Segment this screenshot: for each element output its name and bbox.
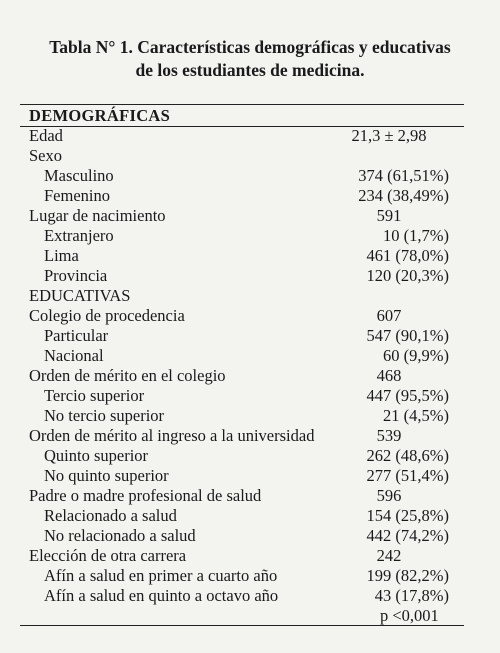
table-row — [29, 486, 469, 506]
table-row — [29, 306, 469, 326]
row-value: 154 (25,8%) — [366, 506, 449, 525]
row-label: Extranjero — [44, 226, 114, 245]
row-value: 120 (20,3%) — [366, 266, 449, 285]
row-value: 374 (61,51%) — [358, 166, 449, 185]
row-value: 607 — [376, 306, 402, 325]
table-row — [29, 166, 469, 186]
row-label: Orden de mérito en el colegio — [29, 366, 226, 385]
row-value: 60 (9,9%) — [383, 346, 449, 365]
table-row — [29, 366, 469, 386]
row-value: 43 (17,8%) — [374, 586, 449, 605]
row-value: 596 — [376, 486, 402, 505]
table-row — [29, 586, 469, 606]
row-label: Quinto superior — [44, 446, 149, 465]
caption-line-1: Tabla N° 1. Características demográficas y educativas — [49, 37, 451, 57]
table-row — [29, 226, 469, 246]
row-value: 591 — [376, 206, 402, 225]
row-value: 234 (38,49%) — [358, 186, 449, 205]
row-label: Orden de mérito al ingreso a la universidad — [29, 426, 315, 445]
row-value: 442 (74,2%) — [366, 526, 449, 545]
row-label: Padre o madre profesional de salud — [29, 486, 262, 505]
top-rule — [20, 104, 464, 105]
table-row — [29, 186, 469, 206]
table-row — [29, 606, 469, 626]
table-row — [29, 246, 469, 266]
row-value: 277 (51,4%) — [366, 466, 449, 485]
row-label: DEMOGRÁFICAS — [29, 106, 171, 125]
table-row — [29, 286, 469, 306]
table-row — [29, 346, 469, 366]
table-row — [29, 386, 469, 406]
table-row — [29, 566, 469, 586]
section-header-row — [29, 106, 469, 126]
row-value: p <0,001 — [380, 606, 439, 625]
row-label: Masculino — [44, 166, 114, 185]
row-value: 199 (82,2%) — [366, 566, 449, 585]
row-label: No relacionado a salud — [44, 526, 196, 545]
demographics-table — [29, 106, 469, 626]
row-value: 547 (90,1%) — [366, 326, 449, 345]
row-label: Afín a salud en primer a cuarto año — [44, 566, 278, 585]
table-row — [29, 406, 469, 426]
table-caption — [0, 36, 500, 82]
row-value: 21 (4,5%) — [383, 406, 449, 425]
row-label: Edad — [29, 126, 63, 145]
table-row — [29, 546, 469, 566]
row-label: Elección de otra carrera — [29, 546, 187, 565]
row-value: 242 — [376, 546, 402, 565]
row-label: Relacionado a salud — [44, 506, 177, 525]
row-value: 539 — [376, 426, 402, 445]
caption-line-2: de los estudiantes de medicina. — [135, 60, 365, 80]
table-row — [29, 426, 469, 446]
row-label: No tercio superior — [44, 406, 165, 425]
row-value: 10 (1,7%) — [383, 226, 449, 245]
table-row — [29, 266, 469, 286]
row-label: No quinto superior — [44, 466, 169, 485]
table-row — [29, 506, 469, 526]
row-label: Provincia — [44, 266, 108, 285]
row-label: Afín a salud en quinto a octavo año — [44, 586, 279, 605]
row-value: 461 (78,0%) — [366, 246, 449, 265]
row-label: Lima — [44, 246, 79, 265]
row-value: 262 (48,6%) — [366, 446, 449, 465]
table-row — [29, 146, 469, 166]
row-value: 21,3 ± 2,98 — [351, 126, 427, 145]
table-row — [29, 526, 469, 546]
table-row — [29, 446, 469, 466]
row-value: 447 (95,5%) — [366, 386, 449, 405]
row-label: Femenino — [44, 186, 110, 205]
row-label: Colegio de procedencia — [29, 306, 185, 325]
table-row — [29, 206, 469, 226]
row-label: Particular — [44, 326, 109, 345]
table-row — [29, 326, 469, 346]
row-label: EDUCATIVAS — [29, 286, 131, 305]
row-label: Nacional — [44, 346, 104, 365]
row-label: Tercio superior — [44, 386, 145, 405]
row-value: 468 — [376, 366, 402, 385]
row-label: Sexo — [29, 146, 62, 165]
table-row — [29, 466, 469, 486]
row-label: Lugar de nacimiento — [29, 206, 166, 225]
table-row — [29, 126, 469, 146]
